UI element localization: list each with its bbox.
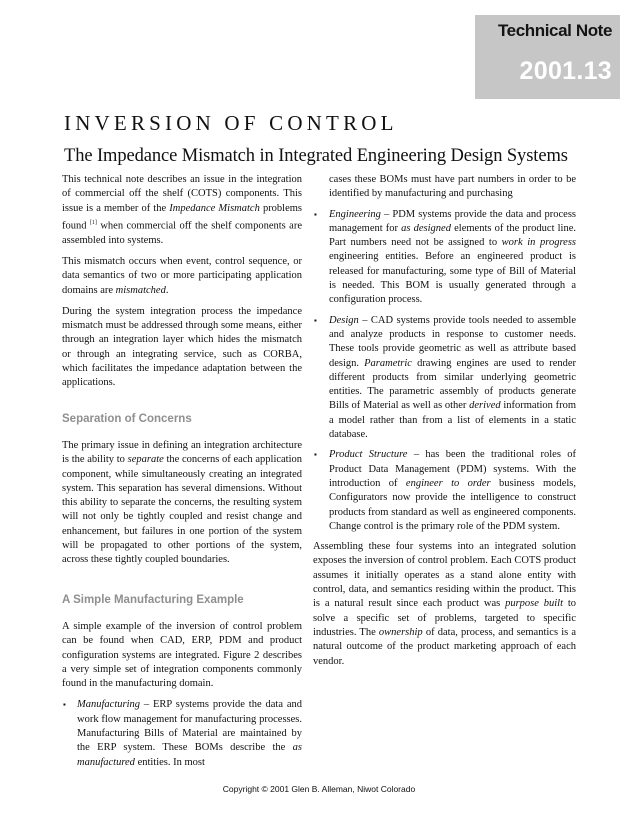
intro-paragraph-1: This technical note describes an issue in the integration of commercial off the shelf (COTS) components. This issue is a member of the Impedance Mismatch problems found [1] when commercial off the shelf components are assembled into systems. (62, 174, 303, 246)
bullet-icon: ▪ (63, 700, 66, 710)
bullet-term: Design (329, 314, 359, 326)
bullet-term: Product Structure (329, 449, 408, 461)
bullet-icon: ▪ (314, 315, 317, 325)
emphasis: ownership (378, 626, 423, 638)
right-column (313, 173, 576, 676)
bullet-icon: ▪ (314, 209, 317, 219)
technical-note-tag (475, 15, 620, 99)
emphasis: engineer to order (405, 477, 491, 489)
emphasis: as manufactured (77, 742, 303, 768)
tag-label: Technical Note (497, 21, 612, 40)
example-paragraph: A simple example of the inversion of control problem can be found when CAD, ERP, PDM and product configuration systems are integrated. Figure 2 describes a very simple set of integration components commonly found in the manufacturing domain. (62, 620, 302, 690)
intro-paragraph-3: During the system integration process the impedance mismatch must be addressed through some means, either through an integration layer which hides the mismatch or through an integrating service, such as CORBA, which facilitates the impedance adaptation between the applications. (62, 305, 302, 389)
emphasis: purpose built (505, 598, 563, 610)
emphasis: derived (469, 400, 501, 412)
copyright-footer: Copyright © 2001 Glen B. Alleman, Niwot Colorado (222, 784, 416, 794)
emphasis: mismatched (115, 284, 166, 296)
bullet-term: Engineering (329, 208, 381, 220)
tag-number: 2001.13 (519, 57, 612, 85)
bullet-list-left (62, 698, 302, 769)
section-heading-separation: Separation of Concerns (62, 412, 192, 425)
closing-paragraph: Assembling these four systems into an integrated solution exposes the inversion of control problem. Each COTS product assumes it initially operates as a stand alone entity with control, data, and semantics residing within the product. This is a natural result since each product was purpose built to solve a specific set of problems, targeted to specific industries. The ownership of data, process, and semantics is a natural outcome of the product marketing approach of each vendor. (313, 541, 577, 667)
manufacturing-continued: cases these BOMs must have part numbers in order to be identified by manufacturing and purchasing (329, 174, 576, 200)
bullet-term: Manufacturing (77, 699, 140, 711)
separation-paragraph: The primary issue in defining an integration architecture is the ability to separate the concerns of each application component, while simultaneously creating an integrated system. This separation has several dimensions. Without this ability to separate the concerns, the resulting system will not only be tightly coupled and resist change and enhancement, but failures in one portion of the system will be propagated to other portions of the system, across these tightly coupled boundaries. (62, 439, 303, 566)
emphasis: Parametric (364, 357, 412, 369)
bullet-list-right (313, 208, 576, 535)
section-heading-example: A Simple Manufacturing Example (62, 593, 244, 606)
list-item-manufacturing: ▪ Manufacturing – ERP systems provide the data and work flow management for manufacturing processes. Manufacturing Bills of Material are maintained by the ERP system. These BOMs describe the as manufactured entities. In most (63, 699, 303, 768)
list-item-design: ▪ Design – CAD systems provide tools needed to assemble and analyze products in response to customer needs. These tools provide geometric as well as attribute based design. Parametric drawing engines are used to render different products from similar underlying geometric entities. The parametric assembly of products generate Bills of Material as well as other derived information from a model rather than from a list of elements in a static database. (314, 314, 577, 441)
page-subtitle: The Impedance Mismatch in Integrated Engineering Design Systems (64, 146, 568, 166)
emphasis: as designed (401, 222, 451, 234)
emphasis: work in progress (501, 237, 576, 249)
bullet-icon: ▪ (314, 450, 317, 460)
page-title: INVERSION OF CONTROL (64, 111, 398, 135)
list-item-engineering: ▪ Engineering – PDM systems provide the data and process management for as designed elements of the product line. Part numbers need not be assigned to work in progress engineering entities. Before an engineered product is released for manufacturing, some type of Bill of Material is needed. This BOM is usually generated through a configuration process. (314, 208, 577, 306)
emphasis: separate (127, 454, 164, 466)
intro-paragraph-2: This mismatch occurs when event, control sequence, or data semantics of two or more participating application domains are mismatched. (62, 255, 302, 296)
left-column (62, 173, 302, 776)
citation-ref: [1] (89, 219, 97, 226)
emphasis: Impedance Mismatch (169, 202, 260, 214)
list-item-product-structure: ▪ Product Structure – has been the traditional roles of Product Data Management (PDM) systems. With the introduction of engineer to order business models, Configurators now provide the intelligence to construct products from standard as well as engineered components. Change control is the primary role of the PDM system. (314, 449, 576, 532)
